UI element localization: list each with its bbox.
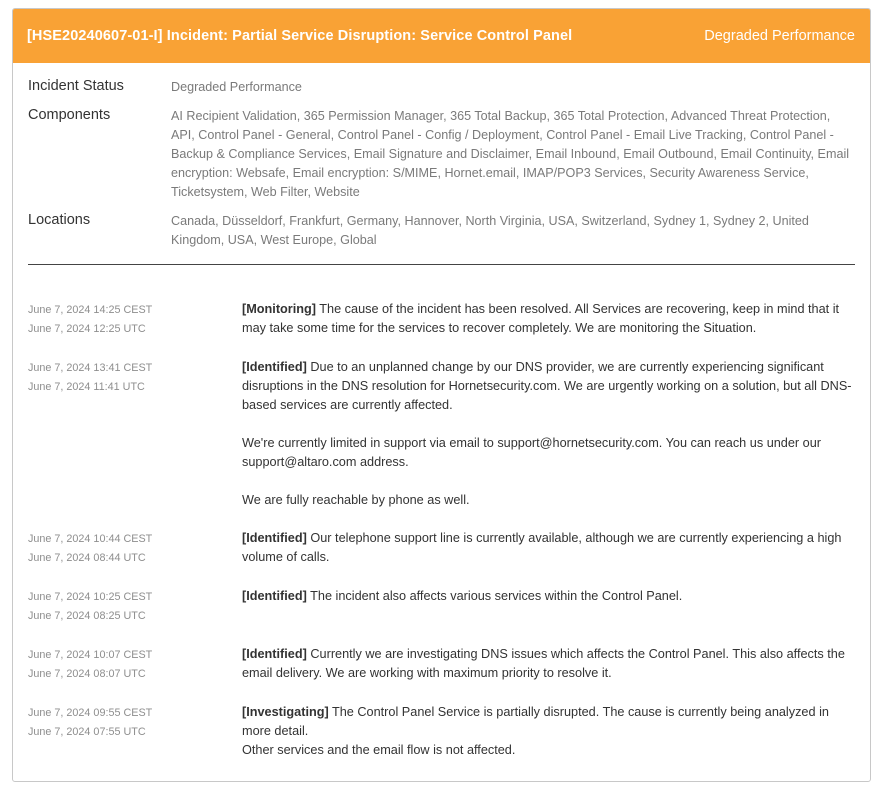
timestamp-utc: June 7, 2024 08:44 UTC — [28, 552, 146, 564]
update-item — [28, 587, 855, 626]
meta-row-components — [28, 106, 855, 202]
update-timestamps — [28, 529, 242, 568]
incident-status-badge: Degraded Performance — [704, 28, 855, 44]
timestamp-utc: June 7, 2024 11:41 UTC — [28, 381, 145, 393]
components-label: Components — [28, 107, 111, 123]
update-timestamps — [28, 300, 242, 339]
incident-meta — [13, 63, 870, 250]
incident-header — [13, 9, 870, 63]
update-body — [242, 529, 855, 568]
status-value: Degraded Performance — [171, 80, 302, 94]
update-text: Due to an unplanned change by our DNS provider, we are currently experiencing significant disruptions in the DNS resolution for Hornetsecurity.com. We are urgently working on a solution, but all DNS-based services are currently affected. — [242, 360, 852, 412]
timestamp-utc: June 7, 2024 08:25 UTC — [28, 610, 146, 622]
update-body — [242, 703, 855, 760]
update-tag: [Identified] — [242, 647, 307, 661]
locations-label: Locations — [28, 212, 91, 228]
update-tag: [Identified] — [242, 360, 307, 374]
timestamp-cest: June 7, 2024 09:55 CEST — [28, 707, 153, 719]
timestamp-cest: June 7, 2024 10:07 CEST — [28, 649, 153, 661]
update-text: The incident also affects various services within the Control Panel. — [310, 589, 683, 603]
update-item — [28, 703, 855, 760]
update-body — [242, 645, 855, 684]
update-paragraph — [242, 300, 855, 338]
update-paragraph — [242, 529, 855, 567]
timestamp-utc: June 7, 2024 12:25 UTC — [28, 323, 146, 335]
timestamp-utc: June 7, 2024 07:55 UTC — [28, 726, 146, 738]
update-paragraph: We're currently limited in support via email to support@hornetsecurity.com. You can reach us under our support@altaro.com address. — [242, 436, 822, 469]
update-tag: [Investigating] — [242, 705, 329, 719]
update-timestamps — [28, 587, 242, 626]
update-paragraph — [242, 645, 855, 683]
update-text: Our telephone support line is currently available, although we are currently experiencing a high volume of calls. — [242, 531, 842, 564]
timestamp-cest: June 7, 2024 14:25 CEST — [28, 304, 153, 316]
timestamp-cest: June 7, 2024 10:44 CEST — [28, 533, 153, 545]
update-text: Currently we are investigating DNS issues which affects the Control Panel. This also affects the email delivery. We are working with maximum priority to resolve it. — [242, 647, 845, 680]
update-timestamps — [28, 703, 242, 760]
update-body — [242, 358, 855, 510]
update-body — [242, 300, 855, 339]
incident-title: [HSE20240607-01-I] Incident: Partial Service Disruption: Service Control Panel — [27, 28, 573, 44]
update-tag: [Identified] — [242, 589, 307, 603]
update-item — [28, 300, 855, 339]
timestamp-cest: June 7, 2024 13:41 CEST — [28, 362, 153, 374]
update-paragraph — [242, 358, 855, 415]
update-paragraph — [242, 703, 855, 760]
update-body — [242, 587, 855, 626]
update-item — [28, 645, 855, 684]
update-text: The Control Panel Service is partially disrupted. The cause is currently being analyzed in more detail. — [242, 705, 829, 738]
update-item — [28, 529, 855, 568]
components-value: AI Recipient Validation, 365 Permission Manager, 365 Total Backup, 365 Total Protection, Advanced Threat Protection, API, Control Panel - General, Control Panel - Config / Deployment, Control Panel - Email Live Tracking, Control Panel - Backup & Compliance Services, Email Signature and Disclaimer, Email Inbound, Email Outbound, Email Continuity, Email encryption: Websafe, Email encryption: S/MIME, Hornet.email, IMAP/POP3 Services, Security Awareness Service, Ticketsystem, Web Filter, Website — [171, 109, 850, 199]
update-paragraph — [242, 587, 855, 606]
update-timestamps — [28, 358, 242, 510]
incident-updates — [13, 265, 870, 760]
incident-card — [12, 8, 871, 782]
meta-row-locations — [28, 211, 855, 250]
update-timestamps — [28, 645, 242, 684]
update-text: Other services and the email flow is not affected. — [242, 743, 516, 757]
meta-row-status — [28, 77, 855, 97]
update-paragraph: We are fully reachable by phone as well. — [242, 493, 470, 507]
update-tag: [Monitoring] — [242, 302, 316, 316]
timestamp-cest: June 7, 2024 10:25 CEST — [28, 591, 153, 603]
update-tag: [Identified] — [242, 531, 307, 545]
update-text: The cause of the incident has been resolved. All Services are recovering, keep in mind that it may take some time for the services to recover completely. We are monitoring the Situation. — [242, 302, 840, 335]
update-item — [28, 358, 855, 510]
locations-value: Canada, Düsseldorf, Frankfurt, Germany, Hannover, North Virginia, USA, Switzerland, Sydney 1, Sydney 2, United Kingdom, USA, West Europe, Global — [171, 214, 809, 247]
timestamp-utc: June 7, 2024 08:07 UTC — [28, 668, 146, 680]
status-label: Incident Status — [28, 78, 124, 94]
